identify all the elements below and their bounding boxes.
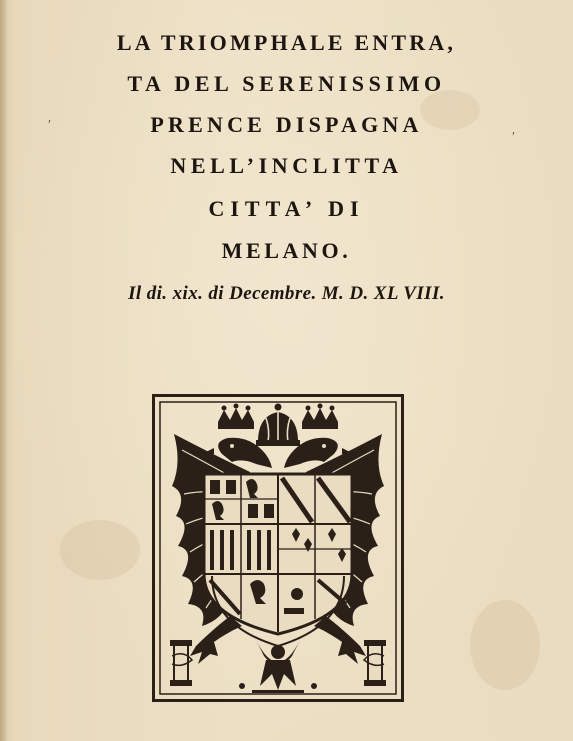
title-line-2: TA DEL SERENISSIMO [127,71,446,96]
coat-of-arms-woodcut [152,394,404,702]
title-line-6: MELANO. [221,238,352,263]
heraldic-shield [204,474,352,634]
ink-mark: ′ [48,118,52,133]
left-pillar [170,640,192,686]
right-crown [302,404,338,430]
title-line-5: CITTA’ DI [208,196,365,221]
imperial-crown [256,404,300,447]
date-line: Il di. xix. di Decembre. M. D. XL VIII. [128,283,445,304]
title-line-1: LA TRIOMPHALE ENTRA, [116,30,457,55]
page-gutter-shadow [0,0,8,741]
title-line-3: PRENCE DISPAGNA [150,112,423,137]
right-pillar [364,640,386,686]
ink-mark: ′ [512,130,516,145]
left-crown [218,404,254,430]
title-line-4: NELL’INCLITTA [170,153,403,178]
paper-stain [470,600,540,690]
paper-stain [60,520,140,580]
